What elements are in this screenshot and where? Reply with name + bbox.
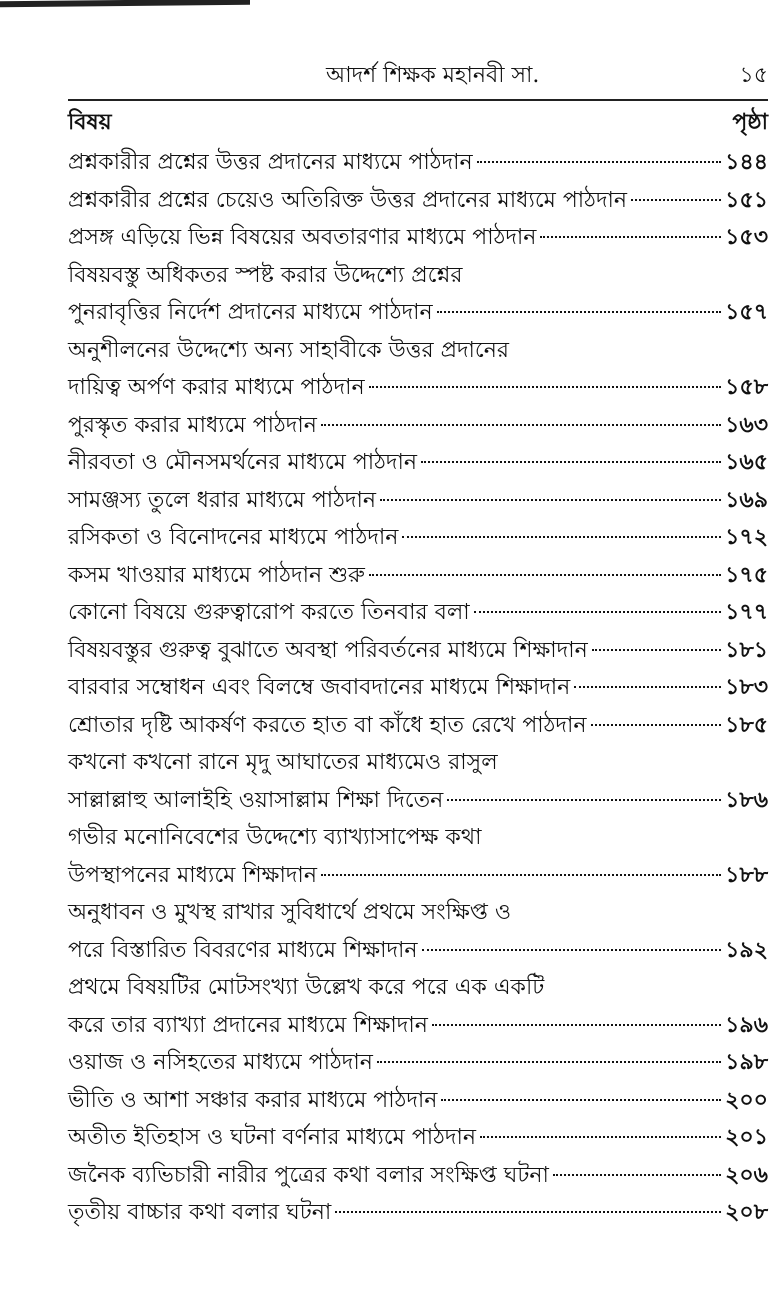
toc-entry: [68, 182, 768, 220]
toc-entry-row: [68, 782, 768, 820]
toc-entry: [68, 444, 768, 482]
toc-entry-row: [68, 519, 768, 557]
toc-entry-row: [68, 1044, 768, 1082]
toc-entry: [68, 219, 768, 257]
dot-leader: [574, 686, 721, 688]
toc-entry-row: [68, 557, 768, 595]
dot-leader: [377, 1061, 721, 1063]
dot-leader: [335, 1211, 721, 1213]
toc-entry-text: কোনো বিষয়ে গুরুত্বারোপ করতে তিনবার বলা: [68, 600, 470, 625]
scan-edge-mark: [0, 0, 250, 7]
toc-entry-text: প্রশ্নকারীর প্রশ্নের উত্তর প্রদানের মাধ্যমে পাঠদান: [68, 150, 473, 175]
toc-page-number: ১৪৪: [725, 149, 768, 175]
toc-entry: [68, 894, 768, 969]
toc-entry-row: [68, 857, 768, 895]
dot-leader: [540, 236, 721, 238]
toc-entry: [68, 819, 768, 894]
toc-entry-text: অনুশীলনের উদ্দেশ্যে অন্য সাহাবীকে উত্তর প্রদানের: [68, 337, 510, 363]
dot-leader: [441, 1099, 721, 1101]
toc-entry-text: পুরস্কৃত করার মাধ্যমে পাঠদান: [68, 412, 317, 438]
dot-leader: [321, 424, 721, 426]
dot-leader: [321, 874, 721, 876]
toc-entry-text: প্রশ্নকারীর প্রশ্নের চেয়েও অতিরিক্ত উত্তর প্রদানের মাধ্যমে পাঠদান: [68, 187, 628, 213]
toc-page-number: ১৬৫: [725, 449, 768, 475]
toc-entry: [68, 144, 768, 182]
toc-entry-row: [68, 1157, 768, 1195]
toc-entry: [68, 632, 768, 670]
dot-leader: [631, 199, 721, 201]
toc-page-number: ১৭৫: [725, 561, 768, 588]
toc-page-number: ১৮৬: [725, 786, 768, 813]
toc-entry: [68, 1194, 768, 1232]
toc-entry-text: শ্রোতার দৃষ্টি আকর্ষণ করতে হাত বা কাঁধে হাত রেখে পাঠদান: [68, 712, 587, 738]
toc-list: [68, 144, 768, 1232]
toc-entry-text: বিষয়বস্তুর গুরুত্ব বুঝাতে অবস্থা পরিবর্তনের মাধ্যমে শিক্ষাদান: [68, 637, 588, 663]
dot-leader: [591, 724, 722, 726]
toc-page-number: ১৫৭: [725, 299, 768, 325]
toc-entry-row: [68, 219, 768, 257]
toc-entry-text: ভীতি ও আশা সঞ্চার করার মাধ্যমে পাঠদান: [68, 1087, 438, 1113]
dot-leader: [553, 1174, 721, 1176]
toc-entry: [68, 707, 768, 745]
toc-entry-text: জনৈক ব্যভিচারী নারীর পুত্রের কথা বলার সংক্ষিপ্ত ঘটনা: [68, 1162, 549, 1188]
toc-entry-row: [68, 1119, 768, 1157]
dot-leader: [422, 949, 722, 951]
toc-page-number: ১৯৬: [725, 1011, 768, 1038]
dot-leader: [369, 574, 721, 576]
column-headings: [68, 105, 768, 142]
toc-entry-row: [68, 407, 768, 445]
toc-entry-text: পুনরাবৃত্তির নির্দেশ প্রদানের মাধ্যমে পাঠদান: [68, 300, 433, 325]
toc-page-number: ২০৮: [725, 1199, 768, 1225]
toc-entry: [68, 519, 768, 557]
toc-page: [68, 58, 768, 1232]
toc-entry-text: করে তার ব্যাখ্যা প্রদানের মাধ্যমে শিক্ষাদান: [68, 1012, 428, 1038]
toc-entry-row: [68, 144, 768, 182]
toc-entry-row: [68, 1082, 768, 1120]
toc-entry: [68, 969, 768, 1044]
toc-page-number: ১৭৭: [725, 599, 768, 625]
dot-leader: [421, 461, 721, 463]
page-number: ১৫: [739, 63, 768, 88]
toc-entry: [68, 257, 768, 332]
toc-entry: [68, 669, 768, 707]
toc-entry-row: [68, 669, 768, 707]
toc-entry-text: পরে বিস্তারিত বিবরণের মাধ্যমে শিক্ষাদান: [68, 937, 418, 963]
toc-entry-row: [68, 294, 768, 332]
toc-entry-text: বিষয়বস্তু অধিকতর স্পষ্ট করার উদ্দেশ্যে প্রশ্নের: [68, 262, 463, 288]
toc-entry: [68, 1082, 768, 1120]
toc-entry-row: [68, 1194, 768, 1232]
subject-heading: বিষয়: [68, 109, 112, 135]
book-title: আদর্শ শিক্ষক মহানবী সা.: [325, 63, 540, 88]
toc-entry-text: গভীর মনোনিবেশের উদ্দেশ্যে ব্যাখ্যাসাপেক্ষ কথা: [68, 825, 482, 850]
toc-entry-text: সাল্লাল্লাহু আলাইহি ওয়াসাল্লাম শিক্ষা দিতেন: [68, 787, 444, 813]
toc-entry-row: [68, 182, 768, 220]
dot-leader: [437, 311, 721, 313]
toc-entry: [68, 1044, 768, 1082]
toc-entry: [68, 557, 768, 595]
toc-entry-text: কখনো কখনো রানে মৃদু আঘাতের মাধ্যমেও রাসুল: [68, 750, 498, 775]
toc-page-number: ১৯২: [725, 936, 768, 963]
running-header: [68, 58, 768, 101]
toc-entry: [68, 744, 768, 819]
toc-entry: [68, 482, 768, 520]
toc-entry-text: তৃতীয় বাচ্চার কথা বলার ঘটনা: [68, 1200, 332, 1225]
toc-entry-text: প্রসঙ্গ এড়িয়ে ভিন্ন বিষয়ের অবতারণার মাধ্যমে পাঠদান: [68, 225, 537, 250]
toc-entry: [68, 594, 768, 632]
dot-leader: [474, 611, 721, 613]
toc-page-number: ১৬৩: [725, 411, 768, 438]
toc-entry-row: [68, 444, 768, 482]
toc-entry-text: উপস্থাপনের মাধ্যমে শিক্ষাদান: [68, 862, 317, 888]
toc-entry-row: [68, 632, 768, 670]
toc-page-number: ১৫৩: [725, 224, 768, 250]
toc-entry: [68, 1157, 768, 1195]
dot-leader: [432, 1024, 721, 1026]
toc-entry: [68, 1119, 768, 1157]
toc-page-number: ১৫৮: [725, 374, 768, 400]
toc-entry-text: রসিকতা ও বিনোদনের মাধ্যমে পাঠদান: [68, 525, 399, 550]
page-heading: পৃষ্ঠা: [732, 109, 768, 135]
toc-entry: [68, 407, 768, 445]
toc-entry-row: [68, 369, 768, 407]
toc-entry-text: ওয়াজ ও নসিহতের মাধ্যমে পাঠদান: [68, 1050, 373, 1075]
toc-entry-text: কসম খাওয়ার মাধ্যমে পাঠদান শুরু: [68, 562, 365, 588]
toc-entry-text: বারবার সম্বোধন এবং বিলম্বে জবাবদানের মাধ্যমে শিক্ষাদান: [68, 675, 571, 700]
toc-entry-text: অনুধাবন ও মুখস্থ রাখার সুবিধার্থে প্রথমে সংক্ষিপ্ত ও: [68, 900, 512, 925]
dot-leader: [369, 386, 722, 388]
dot-leader: [402, 536, 721, 538]
toc-page-number: ২০৬: [725, 1161, 768, 1188]
dot-leader: [380, 499, 721, 501]
toc-page-number: ২০১: [725, 1124, 768, 1150]
toc-page-number: ১৮৮: [725, 861, 768, 888]
toc-page-number: ১৮৫: [725, 711, 768, 738]
toc-entry-text: প্রথমে বিষয়টির মোটসংখ্যা উল্লেখ করে পরে এক একটি: [68, 975, 545, 1000]
toc-entry-row: [68, 932, 768, 970]
toc-page-number: ২০০: [725, 1086, 768, 1113]
toc-entry: [68, 332, 768, 407]
toc-entry-text: নীরবতা ও মৌনসমর্থনের মাধ্যমে পাঠদান: [68, 450, 417, 475]
toc-entry-text: দায়িত্ব অর্পণ করার মাধ্যমে পাঠদান: [68, 375, 365, 400]
dot-leader: [480, 1136, 721, 1138]
toc-page-number: ১৯৮: [725, 1049, 768, 1075]
dot-leader: [592, 649, 721, 651]
toc-page-number: ১৮১: [725, 636, 768, 663]
toc-entry-row: [68, 594, 768, 632]
toc-entry-row: [68, 1007, 768, 1045]
toc-page-number: ১৭২: [725, 524, 768, 550]
toc-entry-text: অতীত ইতিহাস ও ঘটনা বর্ণনার মাধ্যমে পাঠদান: [68, 1125, 476, 1150]
toc-page-number: ১৬৯: [725, 486, 768, 513]
toc-entry-row: [68, 482, 768, 520]
dot-leader: [477, 161, 722, 163]
dot-leader: [447, 799, 721, 801]
toc-page-number: ১৮৩: [725, 674, 768, 700]
toc-entry-text: সামঞ্জস্য তুলে ধরার মাধ্যমে পাঠদান: [68, 487, 376, 513]
toc-page-number: ১৫১: [725, 186, 768, 213]
toc-entry-row: [68, 707, 768, 745]
